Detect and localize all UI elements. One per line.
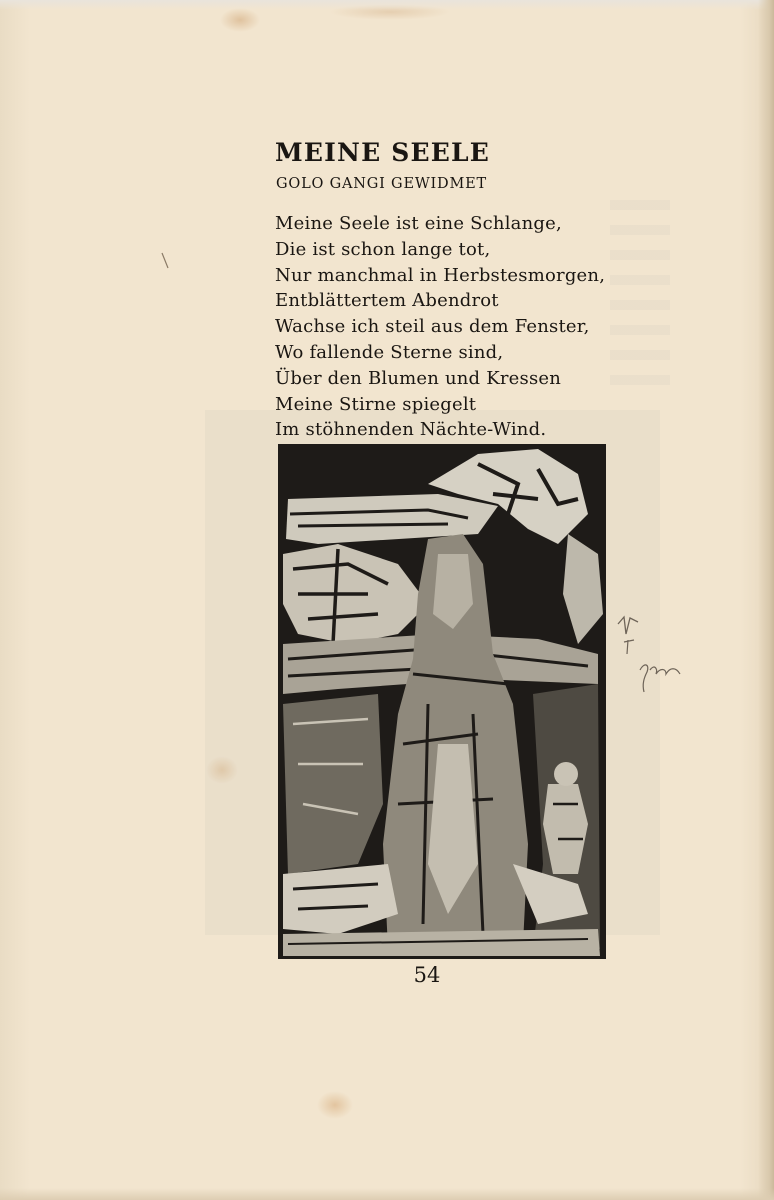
poem-body <box>275 211 605 443</box>
poem-dedication: GOLO GANGI GEWIDMET <box>276 176 487 192</box>
page-number: 54 <box>413 963 441 987</box>
handwritten-signature-icon <box>614 612 694 702</box>
poem-line: Wachse ich steil aus dem Fenster, <box>275 316 590 338</box>
poem-line: Meine Seele ist eine Schlange, <box>275 213 562 234</box>
poem-line: Nur manchmal in Herbstesmorgen, <box>275 264 606 286</box>
show-through-text <box>610 200 670 400</box>
poem-line: Über den Blumen und Kressen <box>275 367 562 389</box>
woodcut-image <box>278 444 606 959</box>
poem-line: Die ist schon lange tot, <box>275 238 491 260</box>
pencil-mark <box>160 252 170 270</box>
page-top-edge <box>0 0 774 10</box>
poem-line: Wo fallende Sterne sind, <box>275 341 504 363</box>
poem-line: Entblättertem Abendrot <box>275 290 499 312</box>
page-right-edge <box>758 0 774 1200</box>
poem-title: MEINE SEELE <box>275 138 491 167</box>
poem-line: Meine Stirne spiegelt <box>275 393 477 415</box>
artist-signature <box>614 612 694 702</box>
poem-line: Im stöhnenden Nächte-Wind. <box>275 419 547 441</box>
page-bottom-edge <box>0 1188 774 1200</box>
woodcut-illustration <box>278 444 606 959</box>
